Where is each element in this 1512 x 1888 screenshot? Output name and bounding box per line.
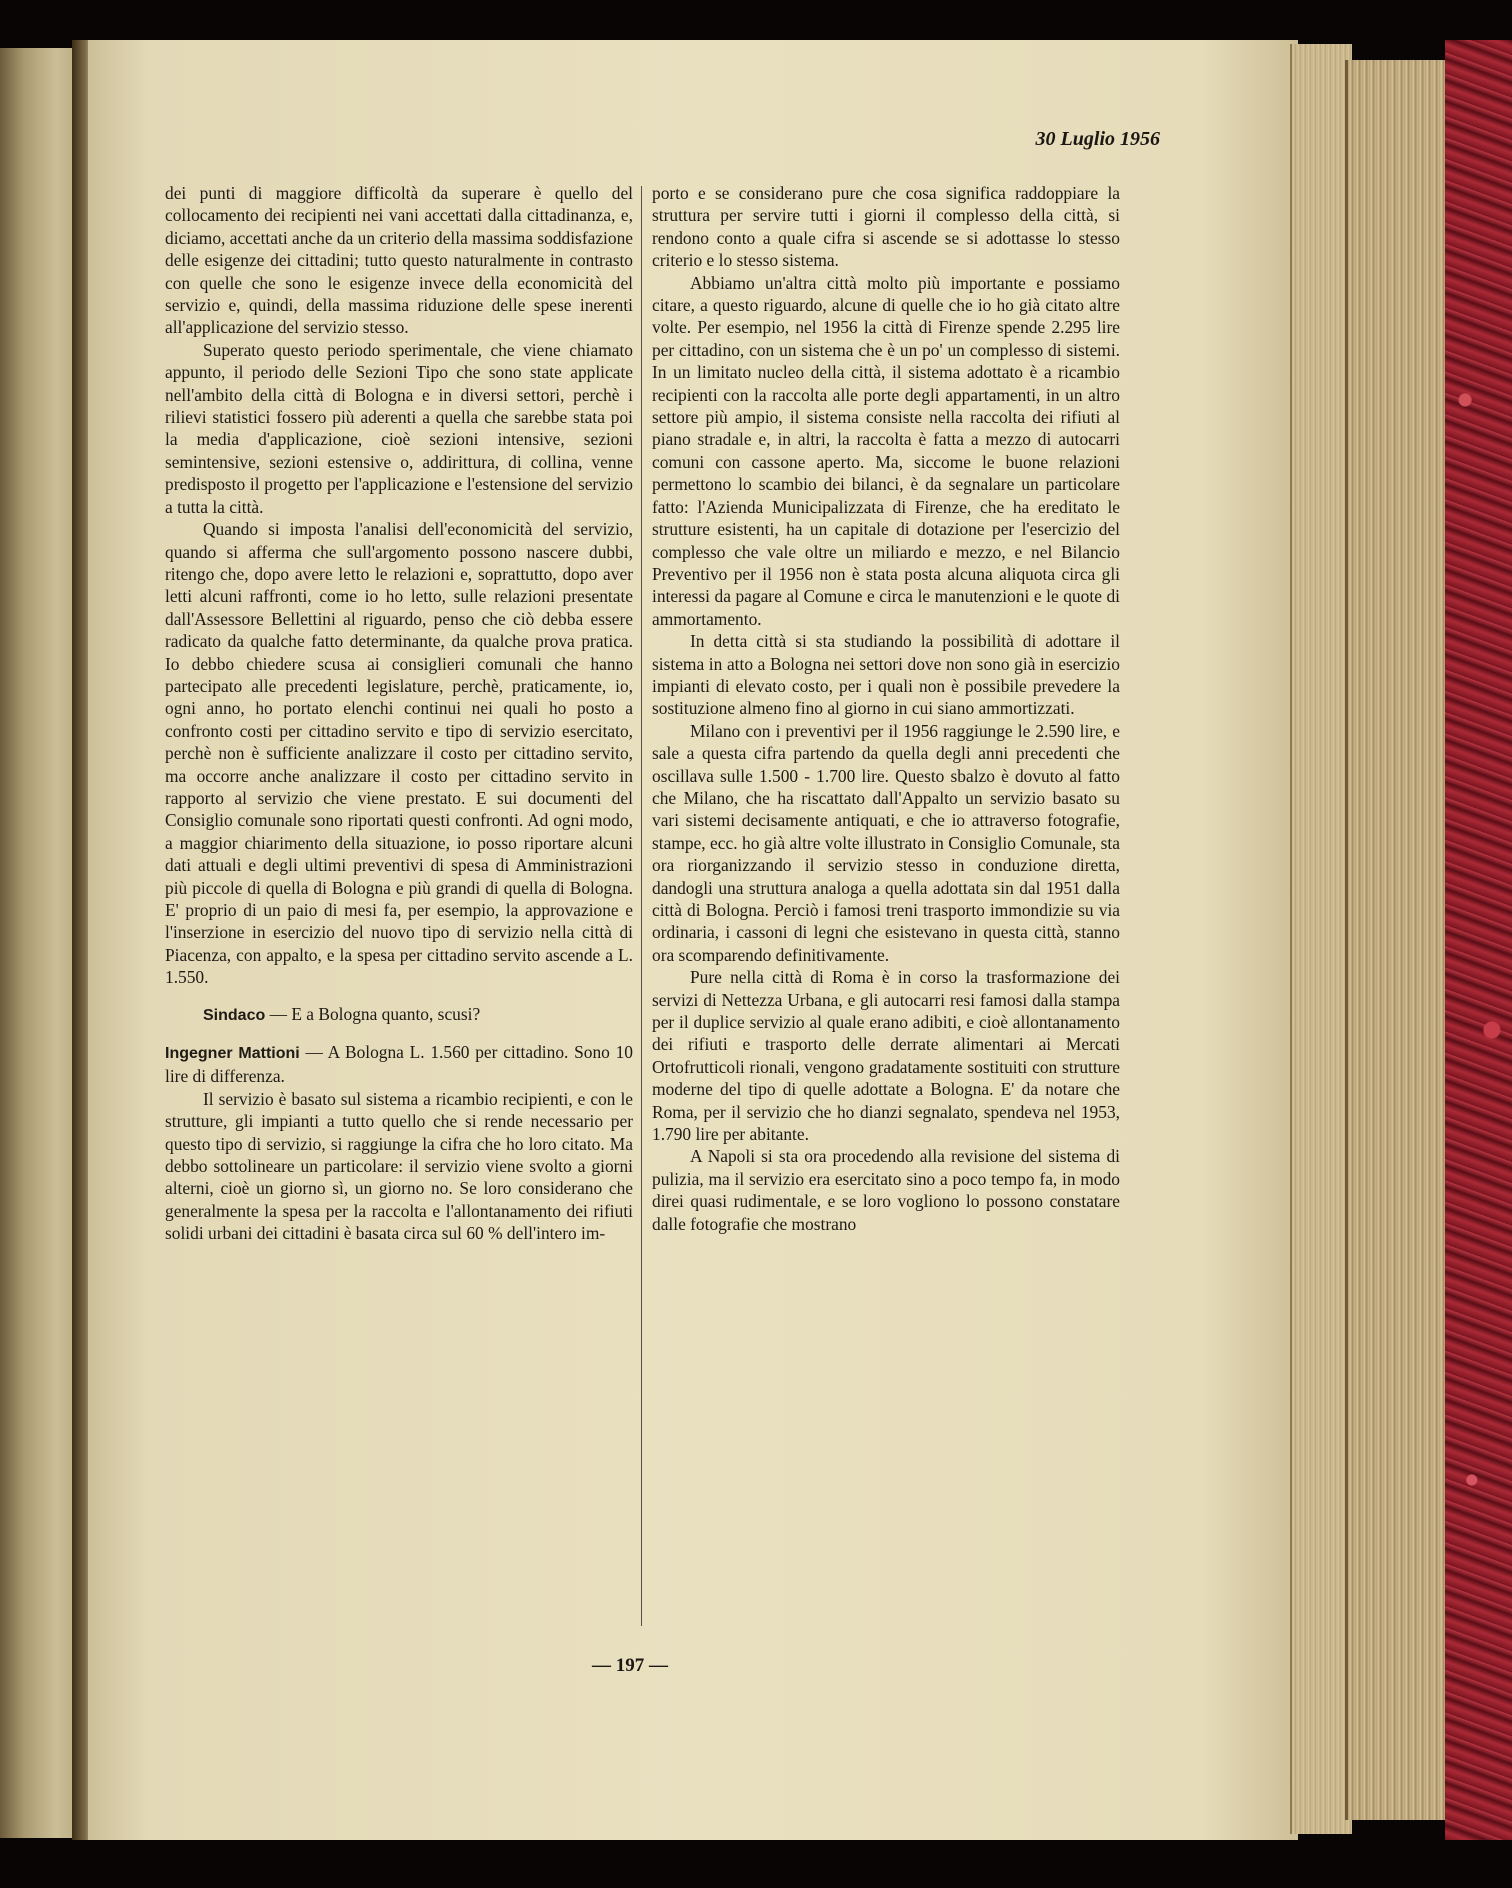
marbled-cover — [1445, 40, 1512, 1840]
dialogue-text: — E a Bologna quanto, scusi? — [269, 1003, 481, 1024]
paragraph: Superato questo periodo sperimentale, che viene chiamato appunto, il periodo delle Sezioni Tipo che sono state applicate nell'ambito della città di Bologna e in diversi settori, perchè i rilievi statistici fossero più aderenti a quella che sarebbe stata poi la media d'applicazione, cioè sezioni intensive, sezioni semintensive, sezioni estensive o, addirittura, di collina, venne predisposto il progetto per l'applicazione e l'estensione del servizio a tutta la città. — [165, 339, 633, 517]
text-block-edge — [1345, 60, 1451, 1820]
dialogue-sindaco — [165, 1003, 633, 1027]
paragraph: Quando si imposta l'analisi dell'economicità del servizio, quando si afferma che sull'argomento possono nascere dubbi, ritengo che, dopo avere letto le relazioni e, soprattutto, dopo aver letti alcuni raffronti, come io ho letto, sulle relazioni presentate dall'Assessore Bellettini al riguardo, penso che ciò debba essere radicato da qualche fatto determinante, da qualche prova pratica. Io debbo chiedere scusa ai consiglieri comunali che hanno partecipato alle precedenti legislature, perchè, praticamente, io, ogni anno, ho portato elenchi continui nei quali ho posto a confronto costi per cittadino servito e tipo di servizio esercitato, perchè non è sufficiente analizzare il costo per cittadino servito, ma occorre anche analizzare il costo per cittadino servito in rapporto al servizio che viene prestato. E sui documenti del Consiglio comunale sono riportati questi confronti. Ad ogni modo, a maggior chiarimento della situazione, io posso riportare alcuni dati attuali e degli ultimi preventivi di spesa di Amministrazioni più piccole di quella di Bologna e più grandi di quella di Bologna. E' proprio di un paio di mesi fa, per esempio, la approvazione e l'inserzione in esercizio del nuovo tipo di servizio nella città di Piacenza, con appalto, e la spesa per cittadino servito ascende a L. 1.550. — [165, 519, 633, 988]
page-number: — 197 — — [592, 1655, 668, 1676]
speaker-name: Ingegner Mattioni — [165, 1045, 300, 1063]
paragraph: dei punti di maggiore difficoltà da superare è quello del collocamento dei recipienti nei vani accettati dalla cittadinanza, e, diciamo, accettati anche da un criterio della massima soddisfazione delle esigenze dei cittadini; tutto questo naturalmente in contrasto con quelle che sono le esigenze invece della economicità del servizio e, quindi, della massima riduzione delle spese inerenti all'applicazione del servizio stesso. — [165, 183, 633, 338]
paragraph: porto e se considerano pure che cosa significa raddoppiare la struttura per servire tutti i giorni il complesso della città, si rendono conto a quale cifra si ascende se si adottasse lo stesso criterio e lo stesso sistema. — [652, 183, 1120, 271]
previous-page-edge — [0, 48, 80, 1838]
speaker-name: Sindaco — [203, 1006, 266, 1024]
paragraph: Milano con i preventivi per il 1956 raggiunge le 2.590 lire, e sale a questa cifra partendo da quella degli anni precedenti che oscillava sulle 1.500 - 1.700 lire. Questo sbalzo è dovuto al fatto che Milano, che ha riscattato dall'Appalto un servizio basato su vari sistemi decisamente antiquati, e che io attraverso fotografie, stampe, ecc. ho già altre volte illustrato in Consiglio Comunale, sta ora riorganizzando il servizio stesso in conduzione diretta, dandogli una struttura analoga a quella adottata sin dal 1951 dalla città di Bologna. Perciò i famosi treni trasporto immondizie su via ordinaria, i cassoni di legni che esistevano in questa città, stanno ora scomparendo definitivamente. — [652, 720, 1120, 965]
dialogue-text: — A Bologna L. 1.560 per cittadino. Sono 10 lire di differenza. — [165, 1042, 633, 1087]
paragraph: Pure nella città di Roma è in corso la trasformazione dei servizi di Nettezza Urbana, e gli autocarri resi famosi dalla stampa per il duplice servizio al quale erano adibiti, e cioè allontanamento dei rifiuti e trasporto delle derrate alimentari ai Mercati Ortofrutticoli rionali, vengono gradatamente sostituiti con strutture moderne del tipo di quelle adottate a Bologna. E' da notare che Roma, per il servizio che ho dianzi segnalato, spendeva nel 1953, 1.790 lire per abitante. — [652, 967, 1120, 1145]
dialogue-mattioni — [165, 1041, 633, 1088]
paragraph: In detta città si sta studiando la possibilità di adottare il sistema in atto a Bologna nei settori dove non sono già in esercizio impianti di elevato costo, per i quali non è possibile prevedere la sostituzione almeno fino al giorno in cui siano ammortizzati. — [652, 631, 1120, 719]
paragraph: Il servizio è basato sul sistema a ricambio recipienti, e con le strutture, gli impianti a tutto quello che si rende necessario per questo tipo di servizio, si raggiunge la cifra che ho loro citato. Ma debbo sottolineare un particolare: il servizio viene svolto a giorni alterni, cioè un giorno sì, un giorno no. Se loro considerano che generalmente la spesa per la raccolta e l'allontanamento dei rifiuti solidi urbani dei cittadini è basata circa sul 60 % dell'intero im- — [165, 1088, 633, 1244]
paragraph: A Napoli si sta ora procedendo alla revisione del sistema di pulizia, ma il servizio era esercitato sino a poco tempo fa, in modo direi quasi rudimentale, e se loro vogliono lo possono constatare dalle fotografie che mostrano — [652, 1146, 1120, 1234]
right-column — [652, 182, 1120, 1235]
paragraph: Abbiamo un'altra città molto più importante e possiamo citare, a questo riguardo, alcune di quelle che io ho già citato altre volte. Per esempio, nel 1956 la città di Firenze spende 2.295 lire per cittadino, con un sistema che è un po' un complesso di sistemi. In un limitato nucleo della città, il sistema adottato è a ricambio recipienti con la raccolta alle porte degli appartamenti, in un altro settore più ampio, il sistema consiste nella raccolta dei rifiuti al piano stradale e, in altri, la raccolta è fatta a mezzo di autocarri comuni con cassone aperto. Ma, siccome le buone relazioni permettono lo scambio dei bilanci, è da segnalare un particolare fatto: l'Azienda Municipalizzata di Firenze, che ha ereditato le strutture esistenti, ha un capitale di dotazione per l'esercizio del complesso che vale oltre un miliardo e mezzo, e nel Bilancio Preventivo per il 1956 non è stata posta alcuna aliquota circa gli interessi da pagare al Comune e circa le manutenzioni e le quote di ammortamento. — [652, 272, 1120, 629]
column-divider — [641, 186, 642, 1626]
left-column — [165, 182, 633, 1245]
page-header-date: 30 Luglio 1956 — [1035, 128, 1160, 150]
page-stack-edge — [1290, 44, 1352, 1834]
